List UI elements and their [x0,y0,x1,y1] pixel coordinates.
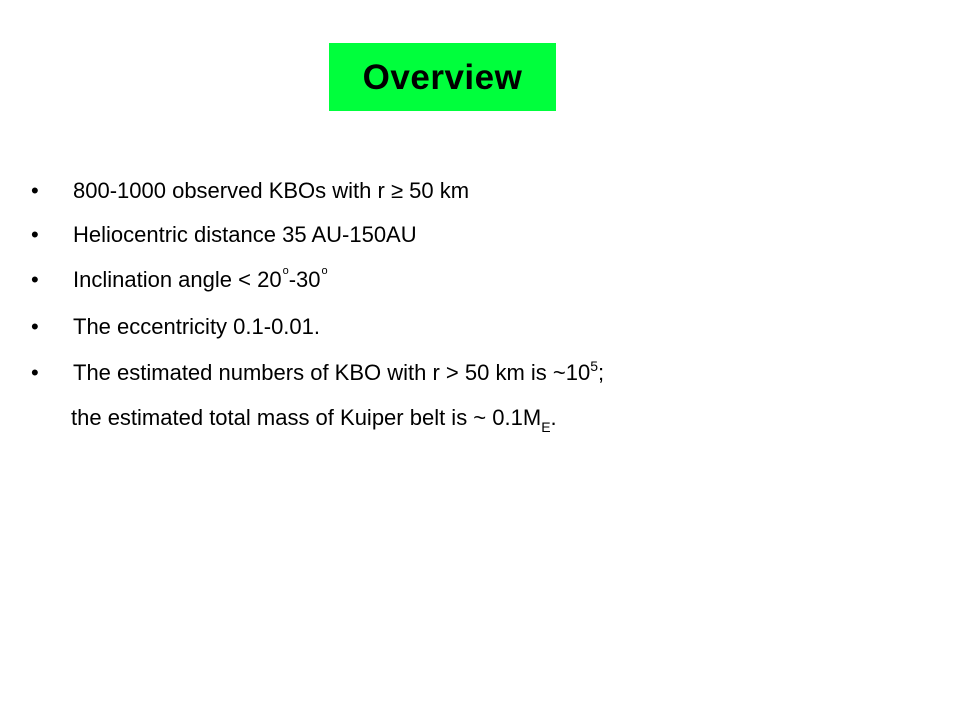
total-mass-text-b: . [550,405,557,430]
bullet-text [73,353,604,393]
bullet-item-kbo-count [0,171,960,211]
degree-symbol: o [282,265,289,277]
inclination-text-b: -30 [288,267,321,292]
title-box [329,43,556,111]
bullet-text [73,260,328,304]
continuation-text [71,398,557,438]
degree-symbol: o [321,265,328,277]
bullet-text: The eccentricity 0.1-0.01. [73,314,321,339]
bullet-item-estimated-numbers [0,353,960,393]
bullet-icon: • [31,360,39,385]
exponent: 5 [590,358,599,374]
continuation-line-total-mass [0,398,960,438]
bullet-icon: • [31,267,39,292]
total-mass-text-a: the estimated total mass of Kuiper belt is ~ 0.1M [71,405,542,430]
bullet-text: Heliocentric distance 35 AU-150AU [73,222,417,247]
estimated-numbers-text-b: ; [598,360,605,385]
bullet-text: 800-1000 observed KBOs with r ≥ 50 km [73,178,470,203]
estimated-numbers-text-a: The estimated numbers of KBO with r > 50 km is ~10 [73,360,591,385]
bullet-icon: • [31,314,39,339]
bullet-icon: • [31,178,39,203]
earth-mass-subscript: E [541,419,551,435]
bullet-item-heliocentric-distance [0,215,960,255]
bullet-item-eccentricity [0,307,960,347]
inclination-text-a: Inclination angle < 20 [73,267,282,292]
bullet-icon: • [31,222,39,247]
bullet-item-inclination [0,260,960,300]
slide-title: Overview [362,57,523,97]
